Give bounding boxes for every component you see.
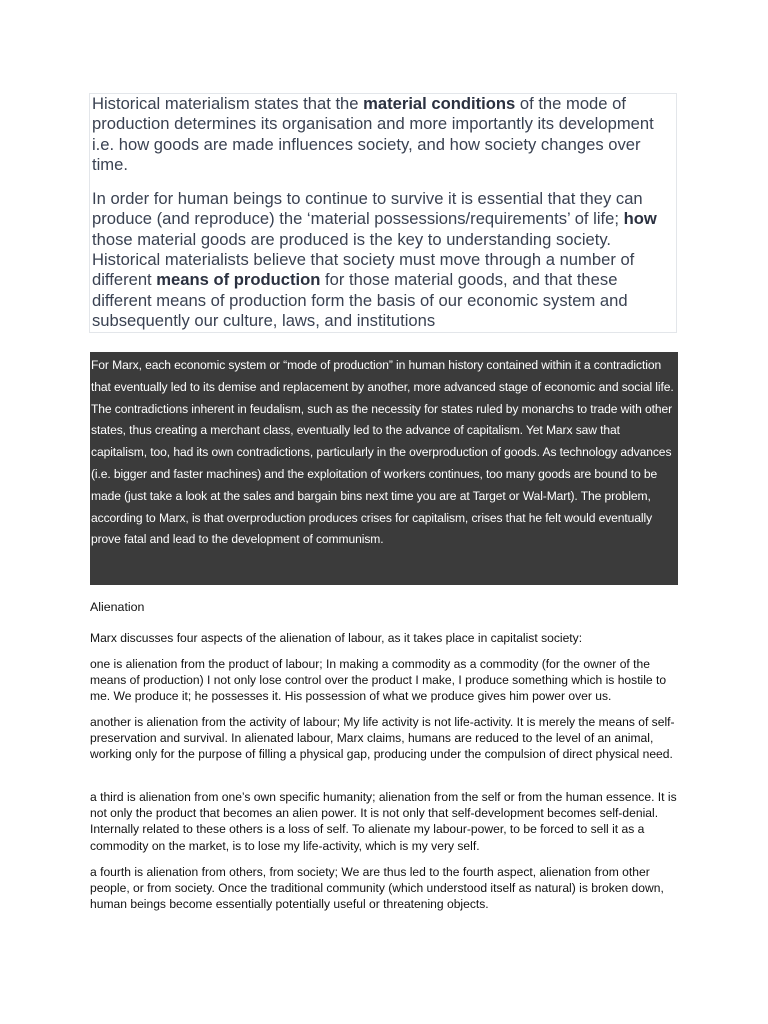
aspect-text: another is alienation from the activity of labour; My life activity is not life-activity. It is merely the means of self-preservation and survival. In alienated labour, Marx claims, humans are reduced to the level of an animal, working only for the purpose of filling a physical gap, producing under the compulsion of direct physical need.	[90, 715, 675, 762]
alienation-intro-text: Marx discusses four aspects of the alienation of labour, as it takes place in capitalist society:	[90, 631, 583, 645]
intro-p2-text-c: for those material goods, and that these different means of production form the basis of our economic system and subsequently our culture, laws, and institutions	[92, 270, 628, 330]
intro-paragraph-2	[92, 189, 676, 331]
intro-p2-bold-means: means of production	[156, 270, 321, 290]
alienation-heading: Alienation	[90, 600, 145, 614]
aspect-text: a fourth is alienation from others, from society; We are thus led to the fourth aspect, alienation from other people, or from society. Once the traditional community (which understood itself as natural) is broken down, human beings become essentially potentially useful or threatening objects.	[90, 865, 664, 912]
intro-p2-text-a: In order for human beings to continue to survive it is essential that they can produce (and reproduce) the ‘material possessions/requirements’ of life;	[92, 189, 643, 229]
alienation-aspect-1	[90, 656, 680, 705]
intro-p2-text-b: those material goods are produced is the key to understanding society. Historical materialists believe that society must move through a number of different	[92, 229, 635, 290]
intro-p1-text-b: of the mode of production determines its organisation and more importantly its development i.e. how goods are made influences society, and how society changes over time.	[92, 94, 654, 174]
marx-contradiction-box	[90, 352, 678, 585]
alienation-aspect-3	[90, 789, 680, 854]
intro-p1-bold: material conditions	[363, 94, 516, 113]
intro-paragraph-1	[92, 94, 676, 175]
alienation-aspect-2	[90, 714, 680, 763]
aspect-text: a third is alienation from one’s own specific humanity; alienation from the self or from the human essence. It is not only the product that becomes an alien power. It is not only that self-development becomes self-denial. Internally related to these others is a loss of self. To alienate my labour-power, to be forced to sell it as a commodity on the market, is to lose my life-activity, which is my very self.	[90, 790, 677, 853]
intro-p2-bold-how: how	[623, 209, 657, 229]
alienation-intro	[90, 630, 680, 646]
marx-contradiction-text: For Marx, each economic system or “mode of production” in human history contained within it a contradiction that eventually led to its demise and replacement by another, more advanced stage of economic and social life. The contradictions inherent in feudalism, such as the necessity for states ruled by monarchs to trade with other states, thus creating a merchant class, eventually led to the advance of capitalism. Yet Marx saw that capitalism, too, had its own contradictions, particularly in the overproduction of goods. As technology advances (i.e. bigger and faster machines) and the exploitation of workers continues, too many goods are bound to be made (just take a look at the sales and bargain bins next time you are at Target or Wal-Mart). The problem, according to Marx, is that overproduction produces crises for capitalism, crises that he felt would eventually prove fatal and lead to the development of communism.	[91, 358, 674, 547]
intro-box	[89, 93, 677, 333]
aspect-text: one is alienation from the product of labour; In making a commodity as a commodity (for the owner of the means of production) I not only lose control over the product I make, I produce something which is hostile to me. We produce it; he possesses it. His possession of what we produce gives him power over us.	[90, 657, 667, 704]
alienation-aspect-4	[90, 864, 680, 913]
intro-p1-text-a: Historical materialism states that the	[92, 94, 364, 113]
